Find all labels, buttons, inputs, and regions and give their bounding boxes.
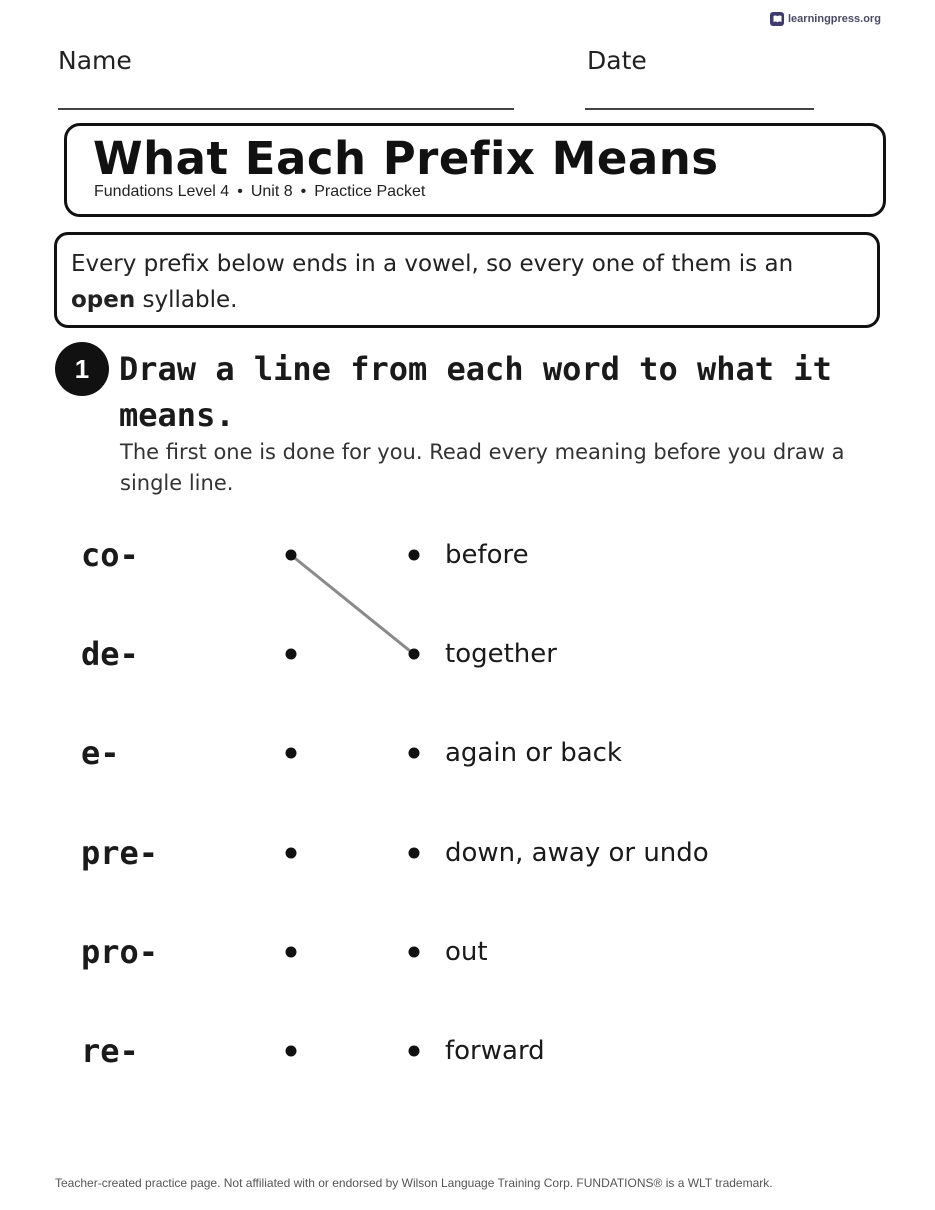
prefix-word: pre-: [81, 833, 159, 872]
prefix-word: co-: [81, 536, 139, 574]
meaning-text: together: [445, 639, 557, 670]
meaning-text: before: [445, 540, 529, 570]
name-label: Name: [58, 46, 132, 75]
word-dot[interactable]: [286, 946, 297, 957]
word-dot[interactable]: [286, 649, 297, 660]
step-number-badge: 1: [55, 342, 109, 396]
subtitle-unit: Unit 8: [250, 183, 293, 200]
meaning-dot[interactable]: [409, 847, 420, 858]
meaning-text: down, away or undo: [445, 837, 709, 868]
meaning-dot[interactable]: [409, 748, 420, 759]
note-text-end: syllable.: [135, 287, 238, 313]
meaning-dot[interactable]: [409, 1046, 420, 1057]
meaning-dot[interactable]: [409, 946, 420, 957]
subtitle-separator: •: [300, 183, 307, 200]
footer-disclaimer: Teacher-created practice page. Not affiliated with or endorsed by Wilson Language Training Corp. FUNDATIONS® is a WLT trademark.: [55, 1176, 773, 1190]
subtitle-separator: •: [237, 183, 243, 200]
word-dot[interactable]: [286, 550, 297, 561]
prefix-word: e-: [81, 734, 120, 773]
note-bold-word: open: [71, 287, 136, 313]
meaning-dot[interactable]: [409, 550, 420, 561]
meaning-dot[interactable]: [409, 649, 420, 660]
subtitle-level: Fundations Level 4: [94, 183, 230, 200]
date-label: Date: [587, 46, 647, 75]
prefix-word: pro-: [81, 932, 159, 971]
subtitle-packet: Practice Packet: [314, 183, 426, 200]
example-answer-line: [291, 555, 414, 654]
word-dot[interactable]: [286, 847, 297, 858]
meaning-text: forward: [445, 1036, 545, 1066]
prefix-word: de-: [81, 635, 139, 674]
word-dot[interactable]: [286, 748, 297, 759]
meaning-text: again or back: [445, 738, 622, 769]
word-dot[interactable]: [286, 1046, 297, 1057]
page-title: What Each Prefix Means: [93, 132, 719, 185]
meaning-text: out: [445, 936, 488, 967]
prefix-word: re-: [81, 1032, 139, 1070]
brand-text: learningpress.org: [788, 13, 881, 25]
step-instructions: The first one is done for you. Read every meaning before you draw a single line.: [120, 440, 845, 495]
step-title: Draw a line from each word to what it means.: [119, 350, 832, 434]
note-text: Every prefix below ends in a vowel, so every one of them is an: [71, 251, 794, 277]
